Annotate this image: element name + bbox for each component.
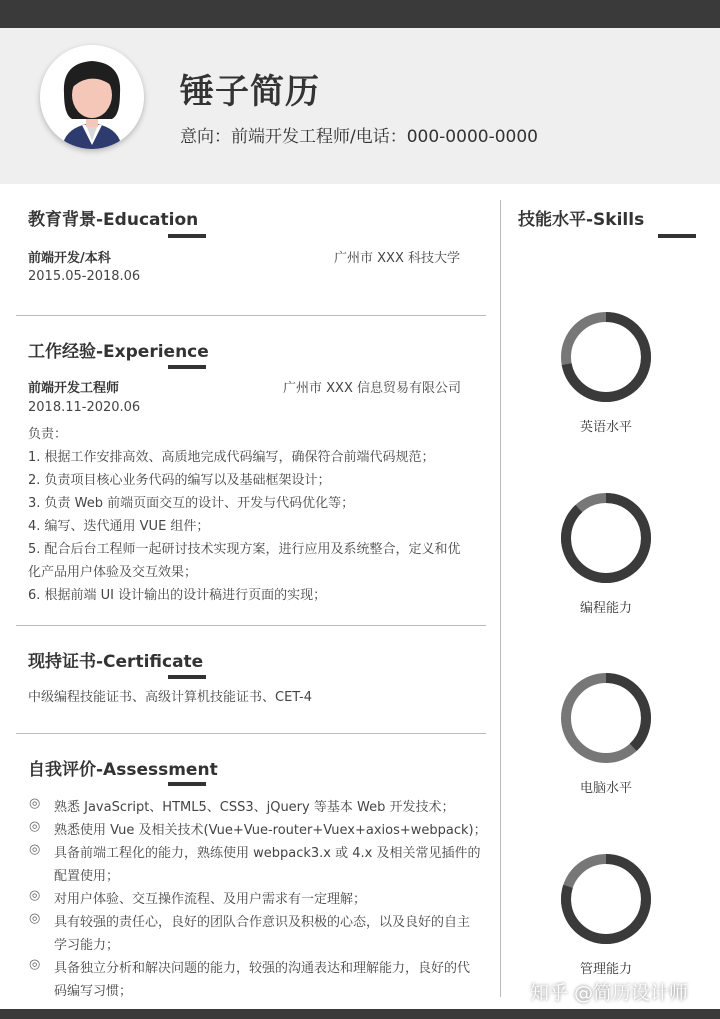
assessment-item: 熟悉使用 Vue 及相关技术(Vue+Vue-router+Vuex+axios+webpack)； [54,823,487,838]
divider [16,315,486,316]
title-underline [168,234,206,238]
certificate-text: 中级编程技能证书、高级计算机技能证书、CET-4 [28,690,313,705]
top-bar [0,0,720,28]
experience-item: 2. 负责项目核心业务代码的编写以及基础框架设计； [28,473,331,488]
experience-item: 1. 根据工作安排高效、高质地完成代码编写，确保符合前端代码规范； [28,450,435,465]
assessment-item-continued: 配置使用； [54,869,120,884]
education-period: 2015.05-2018.06 [28,269,141,284]
assessment-item: 具有较强的责任心，良好的团队合作意识及积极的心态，以及良好的自主 [54,915,471,930]
education-major: 前端开发/本科 [28,251,111,266]
skill-ring-programming [554,486,658,590]
resume-name: 锤子简历 [180,72,320,112]
title-underline [658,234,696,238]
skill-label: 电脑水平 [579,781,632,796]
divider [16,625,486,626]
assessment-item-continued: 学习能力； [54,938,120,953]
avatar-illustration [40,45,144,149]
section-title-assessment: 自我评价-Assessment [28,760,218,780]
divider [16,733,486,734]
title-underline [168,365,206,369]
experience-role: 前端开发工程师 [28,381,120,396]
section-title-education: 教育背景-Education [28,210,199,230]
experience-period: 2018.11-2020.06 [28,400,141,415]
section-title-experience: 工作经验-Experience [28,342,209,362]
experience-company: 广州市 XXX 信息贸易有限公司 [283,381,461,396]
experience-item: 6. 根据前端 UI 设计输出的设计稿进行页面的实现； [28,588,327,603]
bullet-icon: ◎ [29,911,41,926]
section-title-certificate: 现持证书-Certificate [28,652,204,672]
bullet-icon: ◎ [29,957,41,972]
skill-label: 英语水平 [579,420,632,435]
bullet-icon: ◎ [29,842,41,857]
skill-label: 管理能力 [579,962,632,977]
skill-ring-english [554,305,658,409]
title-underline [168,675,206,679]
watermark: 知乎 @简历设计师 [530,982,689,1004]
ring-fill [566,498,646,578]
skill-ring-management [554,847,658,951]
bottom-bar [0,1009,720,1019]
assessment-item: 具备独立分析和解决问题的能力，较强的沟通表达和理解能力，良好的代 [54,961,471,976]
experience-duty-label: 负责： [28,427,68,442]
bullet-icon: ◎ [29,888,41,903]
skill-label: 编程能力 [579,601,632,616]
title-underline [168,782,206,786]
column-divider [500,200,501,997]
avatar [40,45,144,149]
section-title-skills: 技能水平-Skills [518,210,645,230]
experience-item: 5. 配合后台工程师一起研讨技术实现方案，进行应用及系统整合，定义和优 [28,542,461,557]
assessment-item: 熟悉 JavaScript、HTML5、CSS3、jQuery 等基本 Web 开发技术； [54,800,455,815]
experience-item: 4. 编写、迭代通用 VUE 组件； [28,519,210,534]
skill-ring-computer [554,666,658,770]
job-intent: 意向：前端开发工程师/电话：000-0000-0000 [180,127,538,147]
assessment-item: 对用户体验、交互操作流程、及用户需求有一定理解； [54,892,367,907]
education-school: 广州市 XXX 科技大学 [334,251,460,266]
bullet-icon: ◎ [29,819,41,834]
experience-item: 化产品用户体验及交互效果； [28,565,198,580]
experience-item: 3. 负责 Web 前端页面交互的设计、开发与代码优化等； [28,496,355,511]
bullet-icon: ◎ [29,796,41,811]
assessment-item-continued: 码编写习惯； [54,984,133,999]
assessment-item: 具备前端工程化的能力，熟练使用 webpack3.x 或 4.x 及相关常见插件的 [54,846,481,861]
